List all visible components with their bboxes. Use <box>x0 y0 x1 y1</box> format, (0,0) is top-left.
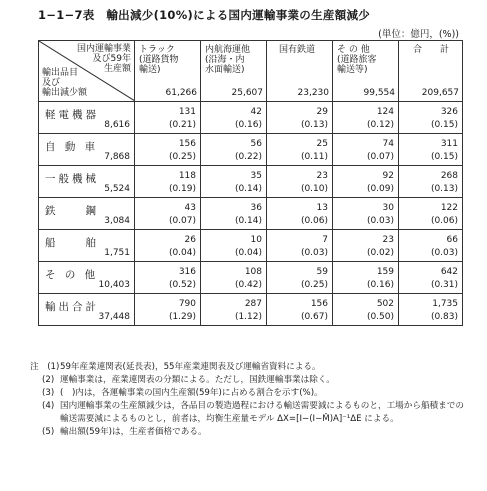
footnote: (3) ( )内は，各運輸事業の国内生産額(59年)に占める割合を示す(%)。 <box>42 388 323 398</box>
cell-value: 26 <box>184 235 196 245</box>
row-export-decrease: 5,524 <box>104 184 130 194</box>
row-export-decrease: 10,403 <box>98 280 130 290</box>
cell-ratio: (0.02) <box>366 248 394 258</box>
row-header <box>39 134 135 166</box>
cell-ratio: (0.04) <box>234 248 262 258</box>
cell-ratio: (0.12) <box>366 120 394 130</box>
data-table <box>38 40 463 326</box>
footnote: 注 (1) 59年産業連関表(延長表)，55年産業連関表及び運輸省資料による。 <box>30 362 321 372</box>
table-cell <box>135 262 201 294</box>
table-cell <box>201 198 267 230</box>
row-header <box>39 262 135 294</box>
cell-ratio: (0.67) <box>300 312 328 322</box>
row-header <box>39 166 135 198</box>
footnotes <box>30 361 470 439</box>
row-label: 一般機械 <box>45 173 99 185</box>
cell-value: 25 <box>316 139 328 149</box>
table-cell <box>267 294 333 326</box>
row-export-decrease: 3,084 <box>104 216 130 226</box>
table-cell <box>267 102 333 134</box>
row-label: 鉄 鋼 <box>45 205 99 217</box>
column-total: 209,657 <box>421 88 459 98</box>
cell-ratio: (0.14) <box>234 216 262 226</box>
column-total: 25,607 <box>231 88 263 98</box>
table-cell <box>267 166 333 198</box>
column-header-total: 合 計 209,657 <box>399 41 463 102</box>
cell-ratio: (1.29) <box>168 312 196 322</box>
table-cell <box>201 262 267 294</box>
row-label: 自 動 車 <box>45 141 99 153</box>
corner-top-label: 国内運輸事業 及び59年 生産額 <box>76 44 131 74</box>
cell-value: 642 <box>440 267 458 277</box>
row-label: 船 舶 <box>45 237 99 249</box>
cell-ratio: (0.42) <box>234 280 262 290</box>
column-total: 99,554 <box>363 88 395 98</box>
column-header-other: そ の 他 (道路旅客 輸送等) 99,554 <box>333 41 399 102</box>
table-cell <box>333 134 399 166</box>
table-cell <box>201 102 267 134</box>
cell-ratio: (0.25) <box>168 152 196 162</box>
table-cell <box>399 198 463 230</box>
cell-value: 42 <box>250 107 262 117</box>
table-cell <box>399 230 463 262</box>
table-cell <box>333 102 399 134</box>
table-cell <box>135 102 201 134</box>
row-export-decrease: 37,448 <box>98 312 130 322</box>
cell-ratio: (0.03) <box>366 216 394 226</box>
table-row <box>39 294 463 326</box>
table-cell <box>333 166 399 198</box>
table-cell <box>333 294 399 326</box>
cell-ratio: (0.10) <box>300 184 328 194</box>
cell-ratio: (0.16) <box>234 120 262 130</box>
cell-ratio: (0.25) <box>300 280 328 290</box>
table-row <box>39 198 463 230</box>
cell-ratio: (0.03) <box>430 248 458 258</box>
table-cell <box>201 294 267 326</box>
column-total: 23,230 <box>297 88 329 98</box>
cell-ratio: (0.06) <box>300 216 328 226</box>
cell-ratio: (0.13) <box>300 120 328 130</box>
cell-ratio: (0.15) <box>430 152 458 162</box>
footnote: (4) 国内運輸事業の生産額減少は，各品目の製造過程における輸送需要減によるものと，工場から船積までの輸送需要減によるものとし，前者は，均衡生産量モデル ΔX=[I−(I−M̂)A]⁻¹ΔE による。 <box>42 401 464 424</box>
cell-ratio: (0.21) <box>168 120 196 130</box>
cell-value: 118 <box>178 171 196 181</box>
cell-ratio: (0.83) <box>430 312 458 322</box>
cell-ratio: (0.11) <box>300 152 328 162</box>
cell-ratio: (0.06) <box>430 216 458 226</box>
table-cell <box>201 134 267 166</box>
cell-ratio: (0.52) <box>168 280 196 290</box>
cell-ratio: (0.31) <box>430 280 458 290</box>
table-cell <box>267 198 333 230</box>
cell-ratio: (0.13) <box>430 184 458 194</box>
table-cell <box>333 262 399 294</box>
cell-ratio: (0.09) <box>366 184 394 194</box>
cell-value: 790 <box>178 299 196 309</box>
cell-value: 268 <box>440 171 458 181</box>
table-cell <box>267 134 333 166</box>
cell-value: 35 <box>250 171 262 181</box>
cell-value: 287 <box>244 299 262 309</box>
row-export-decrease: 8,616 <box>104 120 130 130</box>
cell-value: 159 <box>376 267 394 277</box>
cell-value: 43 <box>184 203 196 213</box>
row-export-decrease: 1,751 <box>104 248 130 258</box>
cell-ratio: (0.16) <box>366 280 394 290</box>
table-cell <box>135 166 201 198</box>
table-cell <box>201 166 267 198</box>
cell-value: 13 <box>316 203 328 213</box>
cell-value: 1,735 <box>432 299 458 309</box>
cell-value: 23 <box>382 235 394 245</box>
cell-value: 311 <box>440 139 458 149</box>
table-cell <box>201 230 267 262</box>
column-total: 61,266 <box>165 88 197 98</box>
cell-ratio: (0.15) <box>430 120 458 130</box>
table-cell <box>399 134 463 166</box>
cell-ratio: (0.03) <box>300 248 328 258</box>
row-header <box>39 294 135 326</box>
cell-value: 23 <box>316 171 328 181</box>
table-cell <box>267 262 333 294</box>
cell-ratio: (0.07) <box>168 216 196 226</box>
cell-value: 122 <box>440 203 458 213</box>
cell-value: 124 <box>376 107 394 117</box>
corner-header <box>39 41 135 102</box>
cell-value: 29 <box>316 107 328 117</box>
table-cell <box>399 166 463 198</box>
table-cell <box>135 198 201 230</box>
table-row <box>39 102 463 134</box>
cell-value: 502 <box>376 299 394 309</box>
cell-ratio: (0.07) <box>366 152 394 162</box>
table-cell <box>135 294 201 326</box>
header-row <box>39 41 463 102</box>
cell-ratio: (0.19) <box>168 184 196 194</box>
row-label: 軽電機器 <box>45 109 99 121</box>
table-cell <box>399 262 463 294</box>
cell-value: 92 <box>382 171 394 181</box>
table-cell <box>333 198 399 230</box>
cell-value: 10 <box>250 235 262 245</box>
cell-value: 66 <box>446 235 458 245</box>
table-row <box>39 166 463 198</box>
row-label: そ の 他 <box>45 269 99 281</box>
table-row <box>39 262 463 294</box>
corner-bottom-label: 輸出品目 及び 輸出減少額 <box>42 68 88 98</box>
cell-value: 316 <box>178 267 196 277</box>
column-header-truck: トラック (道路貨物 輸送) 61,266 <box>135 41 201 102</box>
cell-ratio: (0.14) <box>234 184 262 194</box>
cell-value: 326 <box>440 107 458 117</box>
table-cell <box>267 230 333 262</box>
table-cell <box>333 230 399 262</box>
table-row <box>39 134 463 166</box>
row-export-decrease: 7,868 <box>104 152 130 162</box>
cell-value: 30 <box>382 203 394 213</box>
footnote: (5) 輸出額(59年)は，生産者価格である。 <box>42 427 207 437</box>
column-header-national-railway: 国有鉄道 23,230 <box>267 41 333 102</box>
row-header <box>39 198 135 230</box>
cell-ratio: (0.22) <box>234 152 262 162</box>
table-cell <box>399 102 463 134</box>
cell-value: 36 <box>250 203 262 213</box>
table-cell <box>135 230 201 262</box>
row-header <box>39 230 135 262</box>
cell-ratio: (1.12) <box>234 312 262 322</box>
cell-value: 156 <box>178 139 196 149</box>
cell-value: 59 <box>316 267 328 277</box>
column-header-coastal-shipping: 内航海運他 (沿海・内 水面輸送) 25,607 <box>201 41 267 102</box>
table-cell <box>135 134 201 166</box>
cell-value: 131 <box>178 107 196 117</box>
table-cell <box>399 294 463 326</box>
cell-ratio: (0.50) <box>366 312 394 322</box>
cell-value: 108 <box>244 267 262 277</box>
row-header <box>39 102 135 134</box>
cell-value: 56 <box>250 139 262 149</box>
unit-label: (単位：億円，(%)) <box>378 29 459 40</box>
footnote: (2) 運輸事業は，産業連関表の分類による。ただし，国鉄運輸事業は除く。 <box>42 375 335 385</box>
table-row <box>39 230 463 262</box>
cell-value: 7 <box>322 235 328 245</box>
cell-ratio: (0.04) <box>168 248 196 258</box>
cell-value: 74 <box>382 139 394 149</box>
cell-value: 156 <box>310 299 328 309</box>
page-title: 1−1−7表 輸出減少(10%)による国内運輸事業の生産額減少 <box>38 8 371 22</box>
row-label: 輸出合計 <box>45 301 99 313</box>
